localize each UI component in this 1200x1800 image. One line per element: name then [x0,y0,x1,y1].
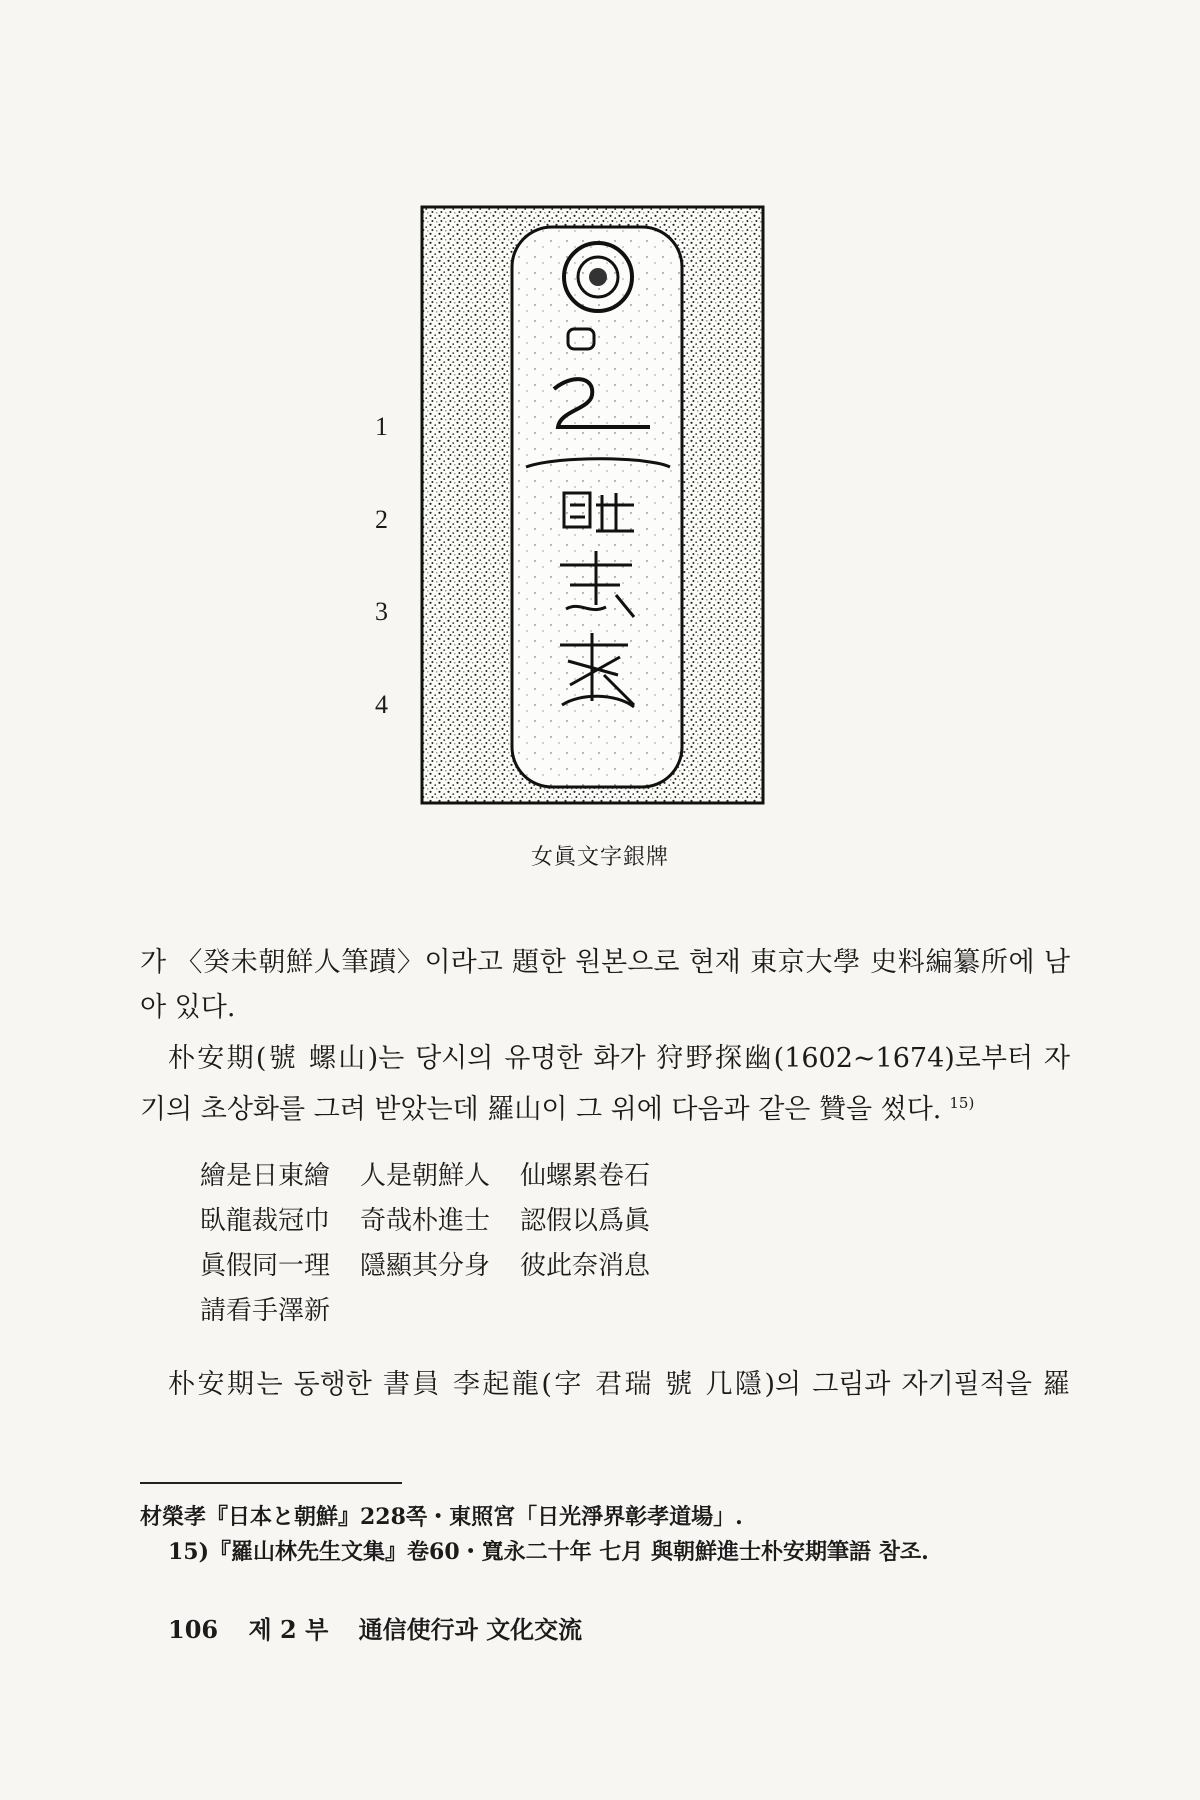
page-number: 106 [168,1615,219,1644]
line-number-4: 4 [375,690,388,719]
figure-line-numbers [375,0,405,800]
poem-line [200,1155,680,1200]
poem [200,1155,680,1335]
footnote-15: 15)『羅山林先生文集』卷60・寬永二十年 七月 與朝鮮進士朴安期筆語 참조. [168,1539,929,1565]
poem-verse: 隱顯其分身 [360,1251,491,1281]
footnote-marker-15: 15) [949,1094,975,1112]
poem-verse: 繪是日東繪 [200,1161,331,1191]
poem-verse: 認假以爲眞 [520,1206,651,1236]
part-label: 제 2 부 [248,1615,329,1644]
figure-silver-plaque [420,205,765,805]
footnote-14: 材榮孝『日本と朝鮮』228쪽・東照宮「日光淨界彰孝道場」. [140,1504,743,1530]
poem-line [200,1245,680,1290]
line-number-1: 1 [375,412,388,441]
poem-verse: 臥龍裁冠巾 [200,1206,331,1236]
line-number-3: 3 [375,597,388,626]
paragraph-2-line-1: 朴安期(號 螺山)는 당시의 유명한 화가 狩野探幽(1602~1674)로부터 자 [168,1043,1070,1074]
paragraph-2-line-2-text: 기의 초상화를 그려 받았는데 羅山이 그 위에 다음과 같은 贊을 썼다. [140,1094,942,1125]
section-title: 通信使行과 文化交流 [358,1615,583,1644]
paragraph-1-line-1: 가 〈癸未朝鮮人筆蹟〉이라고 題한 원본으로 현재 東京大學 史料編纂所에 남 [140,947,1070,978]
poem-verse: 彼此奈消息 [520,1251,651,1281]
footnote-rule [140,1482,402,1484]
page-footer [168,1610,604,1645]
poem-line [200,1290,680,1335]
poem-line [200,1200,680,1245]
line-number-2: 2 [375,505,388,534]
paragraph-3: 朴安期는 동행한 書員 李起龍(字 君瑞 號 几隱)의 그림과 자기필적을 羅 [168,1369,1070,1400]
plaque-illustration [420,205,765,805]
poem-verse: 人是朝鮮人 [360,1161,491,1191]
poem-verse: 請看手澤新 [200,1296,331,1326]
paragraph-1-line-2: 아 있다. [140,992,236,1023]
poem-verse: 仙螺累卷石 [520,1161,651,1191]
figure-caption: 女眞文字銀牌 [530,845,669,870]
poem-verse: 奇哉朴進士 [360,1206,491,1236]
poem-verse: 眞假同一理 [200,1251,331,1281]
paragraph-2-line-2 [140,1081,1070,1132]
